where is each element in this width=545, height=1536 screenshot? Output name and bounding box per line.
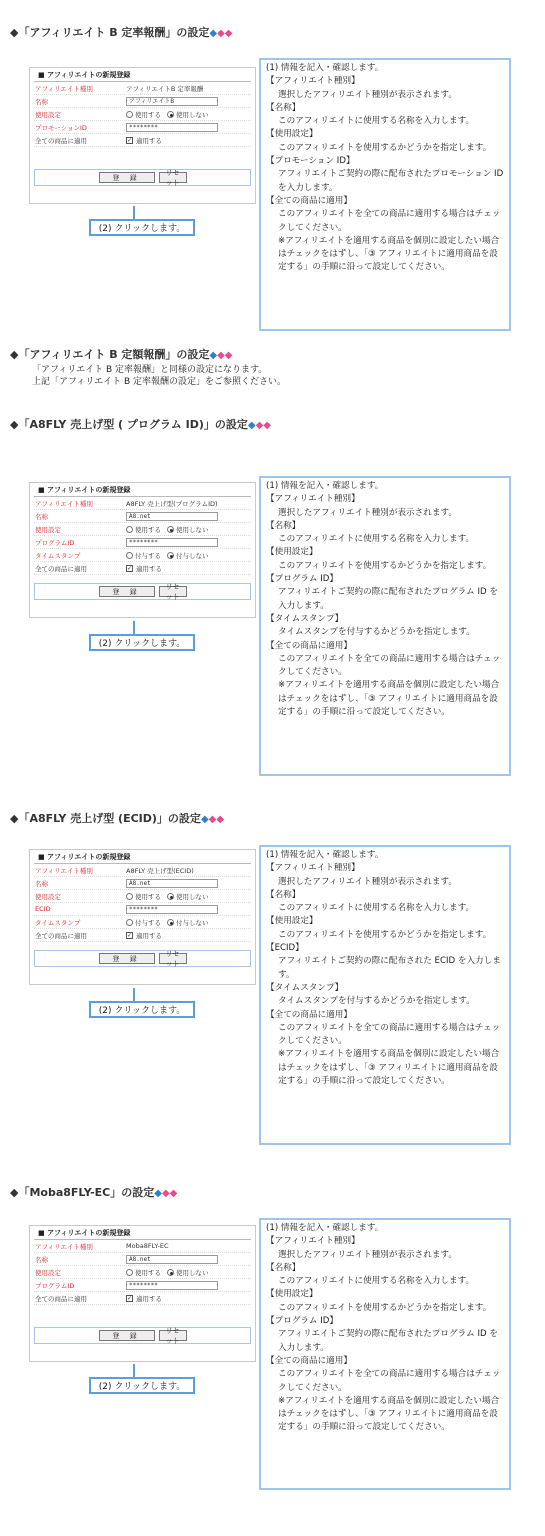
type-value: Moba8FLY-EC xyxy=(126,1242,169,1250)
stamp-no-radio[interactable]: 付与しない xyxy=(167,551,209,560)
desc-body: このアフィリエイトを使用するかどうかを指定します。 xyxy=(278,560,492,571)
register-button[interactable]: 登 録 xyxy=(99,586,155,597)
use-no-radio[interactable]: 使用しない xyxy=(167,892,209,901)
label-name: 名称 xyxy=(35,512,48,521)
row-timestamp xyxy=(34,916,251,929)
reset-button[interactable]: リセット xyxy=(159,172,187,183)
desc-body: タイムスタンプを付与するかどうかを指定します。 xyxy=(278,627,475,638)
label-program: プログラムID xyxy=(35,538,75,547)
reset-button[interactable]: リセット xyxy=(159,586,187,597)
row-type xyxy=(34,82,251,95)
diamond-icon: ◆ xyxy=(200,814,209,825)
apply-all-checkbox[interactable]: ✓ xyxy=(127,931,133,939)
desc-head: 【ECID】 xyxy=(266,943,304,954)
section-title-text: ◆「アフィリエイト B 定額報酬」の設定 xyxy=(10,348,210,361)
click-callout: (2) クリックします。 xyxy=(89,1001,195,1018)
row-name xyxy=(34,877,251,890)
desc-body: タイムスタンプを付与するかどうかを指定します。 xyxy=(278,996,475,1007)
desc-body: ※アフィリエイトを適用する商品を個別に設定したい場合はチェックをはずし、「③ アフィリエイトに適用商品を設定する」の手順に沿って設定してください。 xyxy=(278,680,500,718)
connector-line xyxy=(133,206,135,220)
desc-head: 【アフィリエイト種別】 xyxy=(266,494,360,505)
row-name xyxy=(34,95,251,108)
desc-body: このアフィリエイトに使用する名称を入力します。 xyxy=(278,1276,475,1287)
form-header: ■ アフィリエイトの新規登録 xyxy=(34,850,251,864)
desc-body: ※アフィリエイトを適用する商品を個別に設定したい場合はチェックをはずし、「③ アフィリエイトに適用商品を設定する」の手順に沿って設定してください。 xyxy=(278,235,500,273)
program-id-input[interactable]: ******** xyxy=(126,538,218,547)
desc-body: 選択したアフィリエイト種別が表示されます。 xyxy=(278,89,457,100)
row-type xyxy=(34,497,251,510)
form-header: ■ アフィリエイトの新規登録 xyxy=(34,68,251,82)
desc-body: このアフィリエイトを使用するかどうかを指定します。 xyxy=(278,1302,492,1313)
row-promo xyxy=(34,121,251,134)
desc-body: アフィリエイトご契約の際に配布された ECID を入力します。 xyxy=(278,956,501,980)
row-name xyxy=(34,1253,251,1266)
description-box xyxy=(259,476,511,776)
row-type xyxy=(34,1240,251,1253)
label-all: 全ての商品に適用 xyxy=(35,564,87,573)
section-title xyxy=(10,416,271,432)
click-callout: (2) クリックします。 xyxy=(89,219,195,236)
desc-head: 【タイムスタンプ】 xyxy=(266,613,344,624)
desc-head: 【タイムスタンプ】 xyxy=(266,982,344,993)
stamp-yes-radio[interactable]: 付与する xyxy=(126,918,161,927)
label-all: 全ての商品に適用 xyxy=(35,136,87,145)
use-yes-radio[interactable]: 使用する xyxy=(126,1268,161,1277)
diamond-small-icon: ◆◆ xyxy=(161,1188,178,1199)
stamp-yes-radio[interactable]: 付与する xyxy=(126,551,161,560)
name-input[interactable]: A8.net xyxy=(126,512,218,521)
use-no-radio[interactable]: 使用しない xyxy=(167,110,209,119)
button-bar xyxy=(34,1327,251,1344)
desc-head: 【全ての商品に適用】 xyxy=(266,195,352,206)
label-timestamp: タイムスタンプ xyxy=(35,551,81,560)
row-all: 全ての商品に適用 ✓ 適用する xyxy=(34,1292,251,1305)
diamond-small-icon: ◆◆ xyxy=(217,350,233,361)
desc-body: このアフィリエイトを全ての商品に適用する場合はチェックしてください。 xyxy=(278,1022,501,1047)
click-callout: (2) クリックします。 xyxy=(89,634,195,651)
desc-head: 【全ての商品に適用】 xyxy=(266,640,352,651)
desc-body: 選択したアフィリエイト種別が表示されます。 xyxy=(278,1249,457,1260)
row-all: 全ての商品に適用 ✓ 適用する xyxy=(34,929,251,942)
label-name: 名称 xyxy=(35,879,48,888)
desc-head: 【名称】 xyxy=(266,102,301,113)
button-bar xyxy=(34,950,251,967)
affiliate-form xyxy=(29,849,256,985)
section-title-text: ◆「A8FLY 売上げ型 (ECID)」の設定 xyxy=(10,812,201,825)
desc-head: 【プログラム ID】 xyxy=(266,574,338,585)
row-program xyxy=(34,1279,251,1292)
row-name xyxy=(34,510,251,523)
desc-body: このアフィリエイトを全ての商品に適用する場合はチェックしてください。 xyxy=(278,209,501,233)
use-no-radio[interactable]: 使用しない xyxy=(167,525,209,534)
row-use xyxy=(34,108,251,121)
use-yes-radio[interactable]: 使用する xyxy=(126,525,161,534)
register-button[interactable]: 登 録 xyxy=(99,1330,155,1341)
section-title xyxy=(10,810,224,826)
label-use: 使用設定 xyxy=(35,892,61,901)
section-title xyxy=(10,24,233,40)
affiliate-form xyxy=(29,67,256,204)
affiliate-form xyxy=(29,482,256,618)
section-title-text: ◆「Moba8FLY-EC」の設定 xyxy=(10,1186,155,1199)
desc-head: 【プログラム ID】 xyxy=(266,1316,338,1327)
form-header: ■ アフィリエイトの新規登録 xyxy=(34,1226,251,1240)
diamond-icon: ◆ xyxy=(209,28,218,39)
desc-body: ※アフィリエイトを適用する商品を個別に設定したい場合はチェックをはずし、「③ アフィリエイトに適用商品を設定する」の手順に沿って設定してください。 xyxy=(278,1395,500,1433)
diamond-small-icon: ◆◆ xyxy=(255,420,271,431)
label-all: 全ての商品に適用 xyxy=(35,1294,87,1303)
connector-line xyxy=(133,988,135,1002)
desc-body: このアフィリエイトを全ての商品に適用する場合はチェックしてください。 xyxy=(278,1369,501,1393)
row-use xyxy=(34,1266,251,1279)
affiliate-form xyxy=(29,1225,256,1362)
desc-body: このアフィリエイトに使用する名称を入力します。 xyxy=(278,534,475,545)
desc-body: 選択したアフィリエイト種別が表示されます。 xyxy=(278,876,457,887)
desc-body: アフィリエイトご契約の際に配布されたプログラム ID を入力します。 xyxy=(278,1329,498,1353)
row-all: 全ての商品に適用 ✓ 適用する xyxy=(34,134,251,147)
label-program: プログラムID xyxy=(35,1281,75,1290)
label-promo: プロモーションID xyxy=(35,123,87,132)
row-use xyxy=(34,523,251,536)
desc-body: このアフィリエイトを全ての商品に適用する場合はチェックしてください。 xyxy=(278,653,501,678)
apply-all-checkbox[interactable]: ✓ xyxy=(127,564,133,572)
desc-head: 【使用設定】 xyxy=(266,129,318,140)
promo-id-input[interactable]: ******** xyxy=(126,123,218,132)
row-program xyxy=(34,536,251,549)
desc-head: 【名称】 xyxy=(266,889,301,900)
desc-body: ※アフィリエイトを適用する商品を個別に設定したい場合はチェックをはずし、「③ アフィリエイトに適用商品を設定する」の手順に沿って設定してください。 xyxy=(278,1049,500,1087)
form-header: ■ アフィリエイトの新規登録 xyxy=(34,483,251,497)
desc-head: 【使用設定】 xyxy=(266,1289,318,1300)
section-title xyxy=(10,346,233,362)
type-value: アフィリエイトB 定率報酬 xyxy=(126,84,204,93)
description-box xyxy=(259,1218,511,1490)
reset-button[interactable]: リセット xyxy=(159,1330,187,1341)
diamond-icon: ◆ xyxy=(247,420,256,431)
desc-head: 【全ての商品に適用】 xyxy=(266,1355,352,1366)
label-name: 名称 xyxy=(35,97,48,106)
register-button[interactable]: 登 録 xyxy=(99,953,155,964)
desc-body: このアフィリエイトに使用する名称を入力します。 xyxy=(278,116,475,127)
name-input[interactable]: A8.net xyxy=(126,879,218,888)
type-value: A8FLY 売上げ型(プログラムID) xyxy=(126,499,218,508)
section-title xyxy=(10,1184,177,1200)
name-input[interactable]: アフィリエイトB xyxy=(126,97,218,106)
desc-intro: (1) 情報を記入・確認します。 xyxy=(266,481,384,491)
label-all: 全ての商品に適用 xyxy=(35,931,87,940)
row-timestamp xyxy=(34,549,251,562)
section-title-text: ◆「アフィリエイト B 定率報酬」の設定 xyxy=(10,26,210,39)
desc-head: 【アフィリエイト種別】 xyxy=(266,863,360,874)
desc-body: このアフィリエイトを使用するかどうかを指定します。 xyxy=(278,929,492,940)
desc-body: アフィリエイトご契約の際に配布されたプログラム ID を入力します。 xyxy=(278,587,498,611)
ecid-input[interactable]: ******** xyxy=(126,905,218,914)
row-use xyxy=(34,890,251,903)
label-type: アフィリエイト種別 xyxy=(35,499,93,508)
desc-body: このアフィリエイトを使用するかどうかを指定します。 xyxy=(278,142,492,153)
name-input[interactable]: A8.net xyxy=(126,1255,218,1264)
button-bar xyxy=(34,583,251,600)
label-timestamp: タイムスタンプ xyxy=(35,918,81,927)
desc-head: 【名称】 xyxy=(266,1262,301,1273)
reset-button[interactable]: リセット xyxy=(159,953,187,964)
desc-intro: (1) 情報を記入・確認します。 xyxy=(266,1223,384,1233)
type-value: A8FLY 売上げ型(ECID) xyxy=(126,866,194,875)
connector-line xyxy=(133,1364,135,1378)
note-line-1: 「アフィリエイト B 定率報酬」と同様の設定になります。 xyxy=(32,365,268,375)
label-ecid: ECID xyxy=(35,905,51,913)
description-box xyxy=(259,845,511,1145)
desc-head: 【アフィリエイト種別】 xyxy=(266,76,360,87)
row-ecid xyxy=(34,903,251,916)
apply-all-checkbox[interactable]: ✓ xyxy=(127,1294,133,1302)
button-bar xyxy=(34,169,251,186)
label-type: アフィリエイト種別 xyxy=(35,866,93,875)
connector-line xyxy=(133,621,135,635)
click-callout: (2) クリックします。 xyxy=(89,1377,195,1394)
label-type: アフィリエイト種別 xyxy=(35,84,93,93)
desc-body: 選択したアフィリエイト種別が表示されます。 xyxy=(278,507,457,518)
desc-head: 【プロモーション ID】 xyxy=(266,156,355,167)
note-line-2: 上記「アフィリエイト B 定率報酬の設定」をご参照ください。 xyxy=(32,377,286,387)
stamp-no-radio[interactable]: 付与しない xyxy=(167,918,209,927)
use-yes-radio[interactable]: 使用する xyxy=(126,892,161,901)
diamond-small-icon: ◆◆ xyxy=(208,814,225,825)
apply-all-checkbox[interactable]: ✓ xyxy=(127,136,133,144)
label-use: 使用設定 xyxy=(35,525,61,534)
use-no-radio[interactable]: 使用しない xyxy=(167,1268,209,1277)
desc-body: アフィリエイトご契約の際に配布されたプロモーション ID を入力します。 xyxy=(278,169,504,193)
desc-intro: (1) 情報を記入・確認します。 xyxy=(266,850,384,860)
label-use: 使用設定 xyxy=(35,110,61,119)
desc-head: 【名称】 xyxy=(266,520,301,531)
desc-head: 【使用設定】 xyxy=(266,547,318,558)
program-id-input[interactable]: ******** xyxy=(126,1281,218,1290)
register-button[interactable]: 登 録 xyxy=(99,172,155,183)
row-all: 全ての商品に適用 ✓ 適用する xyxy=(34,562,251,575)
label-type: アフィリエイト種別 xyxy=(35,1242,93,1251)
desc-head: 【使用設定】 xyxy=(266,916,318,927)
section-title-text: ◆「A8FLY 売上げ型 ( プログラム ID)」の設定 xyxy=(10,418,248,431)
diamond-icon: ◆ xyxy=(154,1188,162,1199)
label-use: 使用設定 xyxy=(35,1268,61,1277)
label-name: 名称 xyxy=(35,1255,48,1264)
desc-intro: (1) 情報を記入・確認します。 xyxy=(266,63,384,73)
desc-head: 【アフィリエイト種別】 xyxy=(266,1236,360,1247)
row-type xyxy=(34,864,251,877)
desc-body: このアフィリエイトに使用する名称を入力します。 xyxy=(278,903,475,914)
use-yes-radio[interactable]: 使用する xyxy=(126,110,161,119)
diamond-small-icon: ◆◆ xyxy=(217,28,233,39)
diamond-icon: ◆ xyxy=(209,350,218,361)
description-box xyxy=(259,58,511,331)
desc-head: 【全ての商品に適用】 xyxy=(266,1009,352,1020)
